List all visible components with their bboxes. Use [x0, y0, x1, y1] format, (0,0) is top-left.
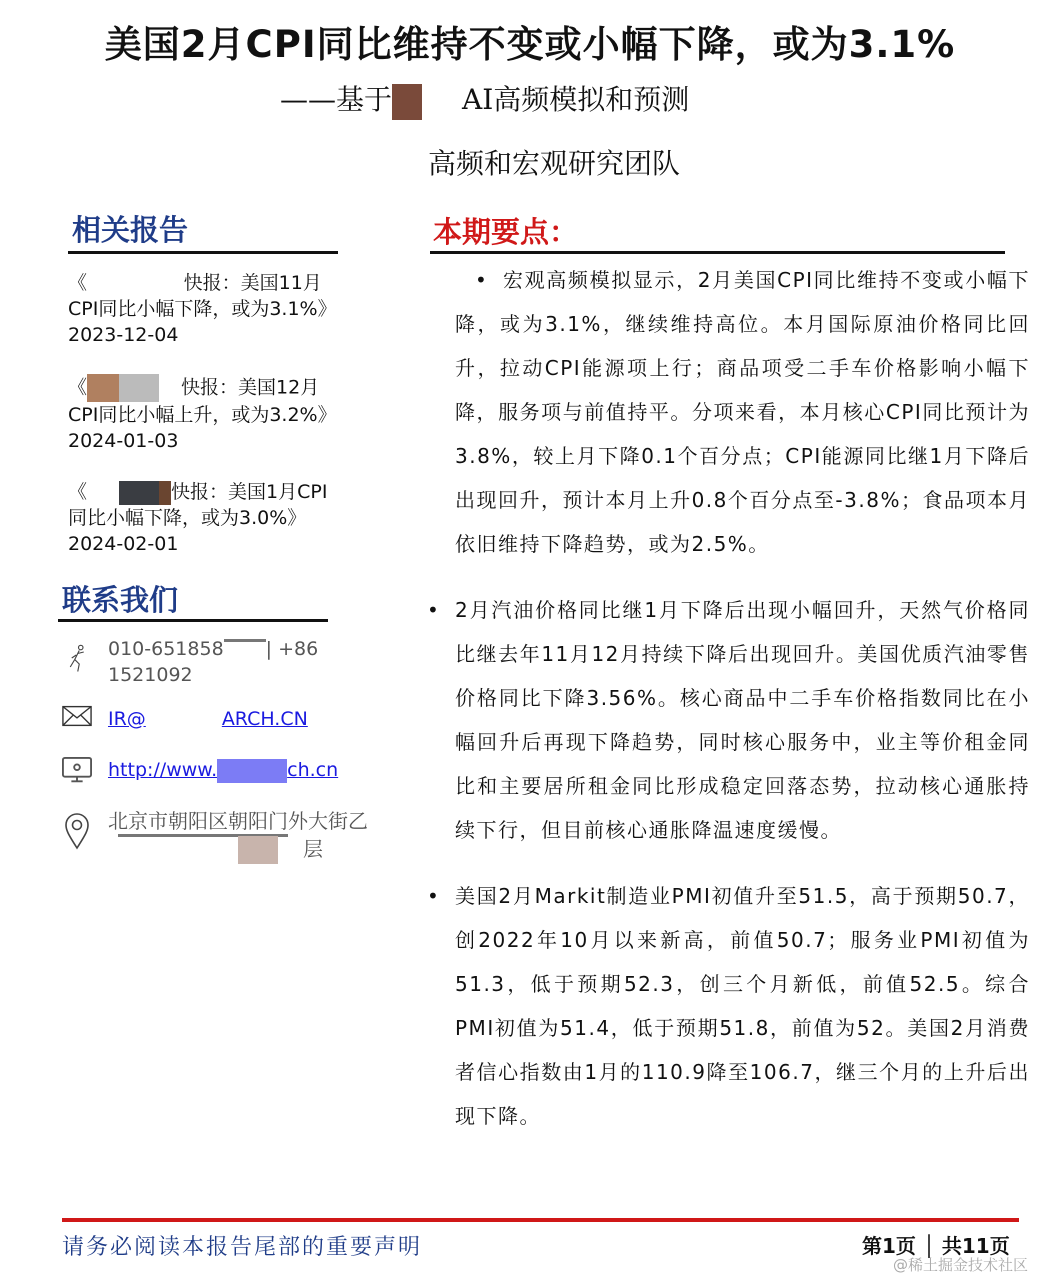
key-point: • 2月汽油价格同比继1月下降后出现小幅回升，天然气价格同比继去年11月12月持续下降后出现回升。美国优质汽油零售价格同比下降3.56%。核心商品中二手车价格指数同比在小幅回升后再现下降趋势，同时核心服务中，业主等价租金同比和主要居所租金同比形成稳定回落态势，拉动核心通胀持续下行，但目前核心通胀降温速度缓慢。 [425, 588, 1030, 852]
key-point: • 宏观高频模拟显示，2月美国CPI同比维持不变或小幅下降，或为3.1%，继续维持高位。本月国际原油价格同比回升，拉动CPI能源项上行；商品项受二手车价格影响小幅下降，服务项与前值持平。分项来看，本月核心CPI同比预计为3.8%，较上月下降0.1个百分点；CPI能源同比继1月下降后出现回升，预计本月上升0.8个百分点至-3.8%；食品项本月依旧维持下降趋势，或为2.5%。 [425, 258, 1030, 566]
report-title-line: CPI同比小幅下降，或为3.1%》 [68, 298, 337, 320]
related-report-item[interactable] [68, 374, 368, 454]
watermark: @稀土掘金技术社区 [893, 1256, 1029, 1274]
report-title-line: 《 快报：美国11月 [68, 272, 322, 294]
address-line [108, 834, 368, 864]
related-report-item[interactable] [68, 270, 368, 348]
report-title-line: 同比小幅下降，或为3.0%》 [68, 507, 307, 529]
report-title: 美国2月CPI同比维持不变或小幅下降，或为3.1% [104, 23, 956, 66]
phone-text: 1521092 [108, 664, 193, 686]
email-link[interactable] [108, 706, 308, 732]
related-report-item[interactable] [68, 479, 368, 557]
redaction [392, 84, 422, 120]
subtitle-suffix: AI高频模拟和预测 [462, 83, 690, 116]
website-link[interactable] [108, 757, 338, 783]
report-date: 2024-02-01 [68, 533, 179, 555]
related-reports-heading: 相关报告 [72, 213, 189, 247]
report-subtitle [280, 78, 689, 120]
mail-icon [62, 705, 92, 727]
divider [430, 251, 1005, 254]
disclaimer-note: 请务必阅读本报告尾部的重要声明 [62, 1235, 423, 1260]
phone-numbers: 010-651858 | +86 1521092 [108, 638, 319, 686]
page-number: 第1页 │ 共11页 [862, 1234, 1010, 1258]
divider [58, 619, 328, 622]
address [108, 808, 368, 864]
footer-divider [62, 1218, 1019, 1222]
location-pin-icon [62, 812, 92, 850]
key-points-list [425, 258, 1030, 1160]
subtitle-prefix: ——基于 [280, 83, 393, 116]
redaction [422, 84, 462, 120]
phone-text: 010-651858 [108, 638, 224, 660]
report-title-text: 快报：美国1月CPI [171, 481, 328, 503]
report-title-line: CPI同比小幅上升，或为3.2%》 [68, 404, 337, 426]
website-text: http://www. [108, 759, 218, 781]
key-point: • 美国2月Markit制造业PMI初值升至51.5，高于预期50.7，创2022年10月以来新高，前值50.7；服务业PMI初值为51.3，低于预期52.3，创三个月新低，前值52.5。综合PMI初值为51.4，低于预期51.8，前值为52。美国2月消费者信心指数由1月的110.9降至106.7，继三个月的上升后出现下降。 [425, 874, 1030, 1138]
divider [68, 251, 338, 254]
address-line: 北京市朝阳区朝阳门外大街乙 [108, 809, 368, 833]
report-date: 2023-12-04 [68, 324, 179, 346]
report-date: 2024-01-03 [68, 430, 179, 452]
report-title-line: 《 快报：美国1月CPI [68, 481, 328, 503]
website-text: ch.cn [287, 759, 339, 781]
email-text: ARCH.CN [221, 708, 308, 730]
phone-person-icon [62, 643, 92, 673]
computer-search-icon [62, 756, 92, 786]
email-text: IR@ [108, 708, 146, 730]
report-title-text: 快报：美国12月 [181, 376, 320, 399]
contact-heading: 联系我们 [62, 583, 179, 617]
phone-text: +86 [278, 638, 319, 660]
team-name: 高频和宏观研究团队 [428, 147, 681, 180]
report-title-line: 《 快报：美国12月 [68, 374, 368, 402]
address-text: 层 [303, 837, 323, 861]
key-points-heading: 本期要点： [433, 215, 579, 249]
